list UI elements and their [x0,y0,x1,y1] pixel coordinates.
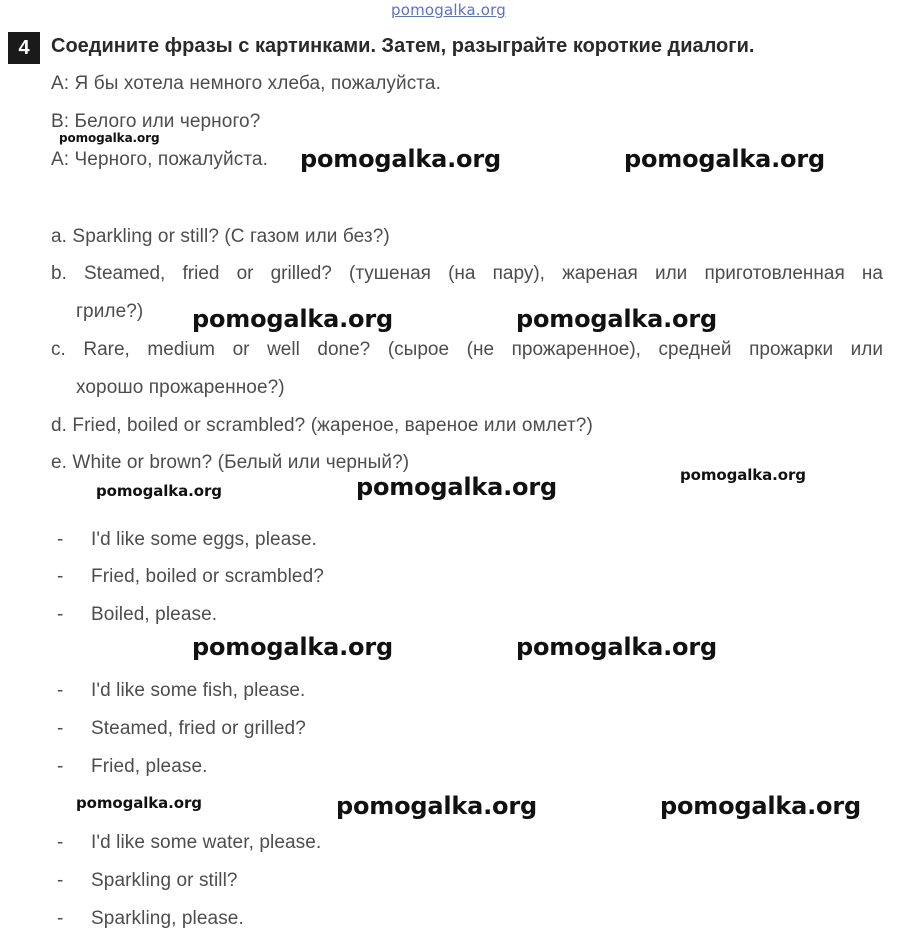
watermark: pomogalka.org [516,305,717,333]
example-line-b: B: Белого или черного? [51,111,261,132]
dialogue-1-line-1: I'd like some eggs, please. [91,529,318,550]
option-b-line2: гриле?) [76,301,144,322]
watermark: pomogalka.org [76,794,202,812]
watermark: pomogalka.org [680,466,806,484]
example-line-a1: A: Я бы хотела немного хлеба, пожалуйста. [51,73,441,94]
dialogue-3-line-2: Sparkling or still? [91,870,238,891]
watermark: pomogalka.org [59,131,160,145]
dialogue-2-dash-2: - [57,718,64,739]
dialogue-2-line-2: Steamed, fried or grilled? [91,718,306,739]
option-c-line1: c. Rare, medium or well done? (сырое (не прожаренное), средней прожарки или [51,339,883,360]
dialogue-2-line-3: Fried, please. [91,756,208,777]
dialogue-1-dash-2: - [57,566,64,587]
dialogue-1-line-2: Fried, boiled or scrambled? [91,566,324,587]
dialogue-3-dash-1: - [57,832,64,853]
watermark: pomogalka.org [300,145,501,173]
option-b-line1: b. Steamed, fried or grilled? (тушеная (на пару), жареная или приготовленная на [51,263,883,284]
dialogue-3-line-3: Sparkling, please. [91,908,244,929]
watermark: pomogalka.org [96,482,222,500]
dialogue-3-line-1: I'd like some water, please. [91,832,322,853]
dialogue-1-dash-1: - [57,529,64,550]
watermark: pomogalka.org [356,473,557,501]
dialogue-1-line-3: Boiled, please. [91,604,218,625]
dialogue-1-dash-3: - [57,604,64,625]
option-d: d. Fried, boiled or scrambled? (жареное, вареное или омлет?) [51,415,593,436]
example-line-a2: A: Черного, пожалуйста. [51,149,268,170]
watermark: pomogalka.org [516,633,717,661]
watermark: pomogalka.org [336,792,537,820]
watermark: pomogalka.org [192,305,393,333]
dialogue-3-dash-3: - [57,908,64,929]
watermark: pomogalka.org [624,145,825,173]
dialogue-3-dash-2: - [57,870,64,891]
option-c-line2: хорошо прожаренное?) [76,377,285,398]
option-e: e. White or brown? (Белый или черный?) [51,452,410,473]
dialogue-2-line-1: I'd like some fish, please. [91,680,306,701]
dialogue-2-dash-3: - [57,756,64,777]
header-watermark-link[interactable]: pomogalka.org [391,1,506,19]
task-number-badge: 4 [8,32,40,64]
option-a: a. Sparkling or still? (С газом или без?) [51,226,390,247]
dialogue-2-dash-1: - [57,680,64,701]
task-title: Соедините фразы с картинками. Затем, разыграйте короткие диалоги. [51,35,755,57]
watermark: pomogalka.org [660,792,861,820]
watermark: pomogalka.org [192,633,393,661]
